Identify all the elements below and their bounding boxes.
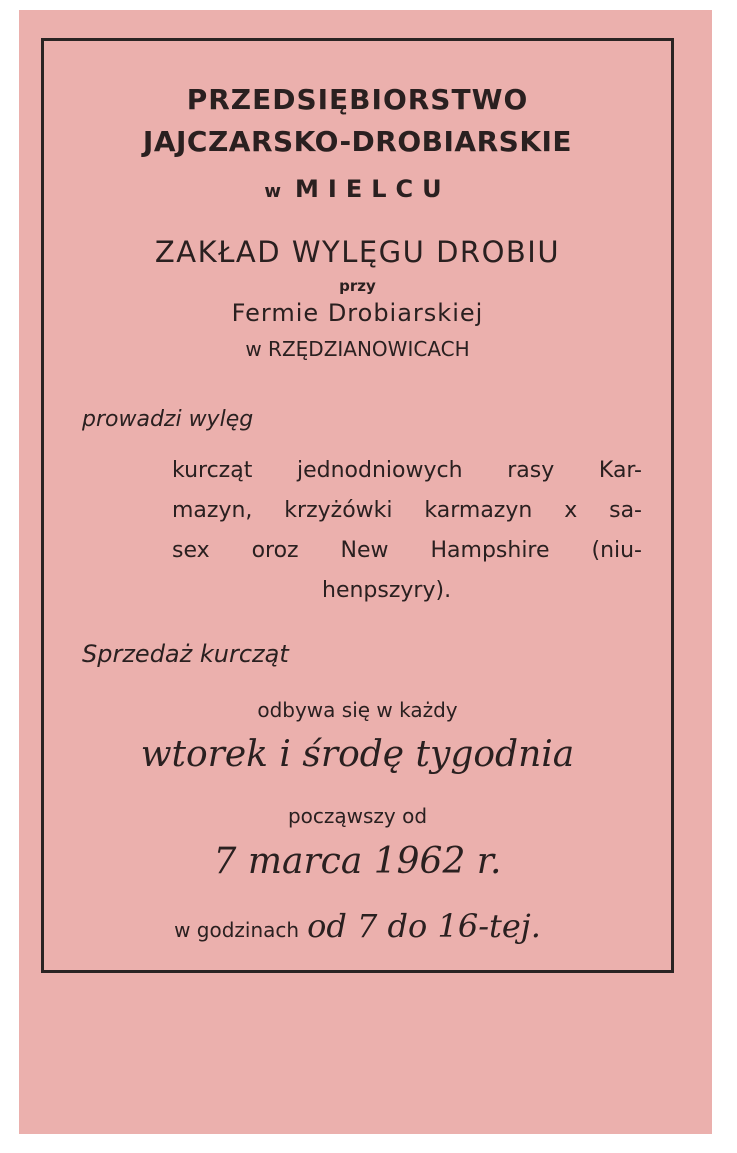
hatching-description [172, 451, 642, 611]
location-city: MIELCU [295, 175, 451, 203]
sales-days: wtorek i środę tygodnia [140, 734, 575, 775]
flyer-border-frame [41, 38, 674, 973]
sales-line2: począwszy od [287, 804, 428, 828]
sales-hours [44, 907, 671, 945]
company-location [44, 175, 671, 203]
hatching-line: sex oroz New Hampshire (niu- [172, 538, 642, 563]
hours-range: od 7 do 16-tej. [307, 907, 541, 945]
location-prefix: w [264, 181, 282, 202]
company-name-line2: JAJCZARSKO-DROBIARSKIE [142, 125, 573, 158]
hatching-line: mazyn, krzyżówki karmazyn x sa- [172, 498, 642, 523]
sales-date: 7 marca 1962 r. [213, 841, 502, 882]
sales-line1: odbywa się w każdy [257, 698, 458, 722]
hours-prefix: w godzinach [174, 918, 300, 942]
plant-connector: przy [339, 277, 376, 295]
farm-name: Fermie Drobiarskiej [231, 299, 484, 327]
sales-lead: Sprzedaż kurcząt [82, 640, 289, 668]
plant-name: ZAKŁAD WYLĘGU DROBIU [154, 235, 561, 269]
farm-location: w RZĘDZIANOWICACH [245, 337, 470, 361]
hatching-lead: prowadzi wylęg [82, 407, 254, 432]
company-name-line1: PRZEDSIĘBIORSTWO [186, 83, 529, 116]
hatching-line: henpszyry). [322, 578, 452, 603]
hatching-line: kurcząt jednodniowych rasy Kar- [172, 458, 642, 483]
flyer-sheet [19, 10, 712, 1134]
